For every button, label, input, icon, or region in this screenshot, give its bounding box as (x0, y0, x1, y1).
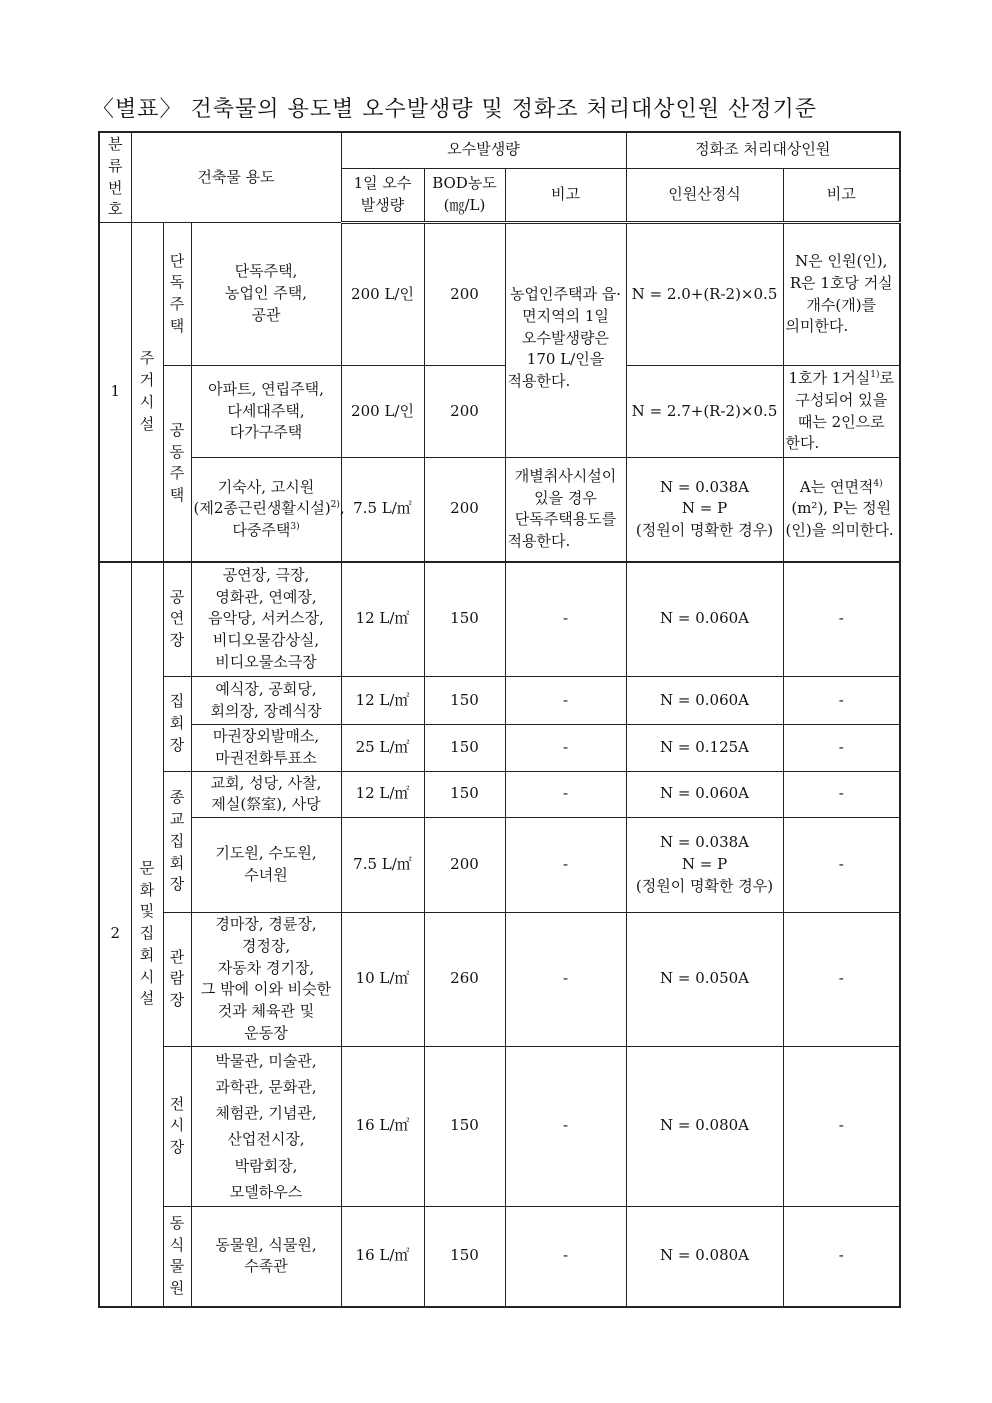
cat1-row1-daily: 200 L/인 (341, 223, 424, 366)
cat2-g6-r1-formula: N = 0.080A (626, 1207, 783, 1307)
cat1-row1-use: 단독주택, 농업인 주택, 공관 (191, 223, 341, 366)
cat1-name: 주거시설 (131, 223, 163, 562)
cat2-g3-r1-note2: - (783, 771, 900, 818)
cat2-g4-r1-daily: 10 L/㎡ (341, 913, 424, 1047)
header-building-use: 건축물 용도 (131, 132, 341, 223)
cat2-g4-r1-bod: 260 (424, 913, 505, 1047)
header-sewage-generation: 오수발생량 (341, 132, 626, 168)
cat1-row3-note2: A는 연면적$^{4)}$(m²), P는 정원(인)을 의미한다. (783, 458, 900, 562)
cat2-g2-r1-daily: 12 L/㎡ (341, 677, 424, 725)
standards-table (98, 131, 901, 1308)
cat2-g5-r1-note2: - (783, 1046, 900, 1207)
header-daily-sewage: 1일 오수 발생량 (341, 168, 424, 222)
cat2-g2-r1-note: - (505, 677, 626, 725)
cat2-g5-r1-daily: 16 L/㎡ (341, 1046, 424, 1207)
cat2-name: 문화및집회시설 (131, 562, 163, 1307)
cat1-row1-bod: 200 (424, 223, 505, 366)
cat2-g1-r1-bod: 150 (424, 562, 505, 677)
cat2-sub-exhibition: 전시장 (163, 1046, 191, 1207)
header-bod: BOD농도 (㎎/L) (424, 168, 505, 222)
cat2-g2-r2-note: - (505, 725, 626, 772)
cat2-g2-r1-note2: - (783, 677, 900, 725)
cat2-g4-r1-formula: N = 0.050A (626, 913, 783, 1047)
cat2-sub-spectator: 관람장 (163, 913, 191, 1047)
cat2-g1-r1-formula: N = 0.060A (626, 562, 783, 677)
cat2-g6-r1-note2: - (783, 1207, 900, 1307)
cat2-g2-r1-formula: N = 0.060A (626, 677, 783, 725)
cat1-row2-note2: 1호가 1거실$^{1)}$로 구성되어 있을 때는 2인으로 한다. (783, 366, 900, 458)
cat2-g3-r2-formula: N = 0.038A N = P (정원이 명확한 경우) (626, 818, 783, 913)
cat1-row2-daily: 200 L/인 (341, 366, 424, 458)
page-title: 〈별표〉 건축물의 용도별 오수발생량 및 정화조 처리대상인원 산정기준 (92, 97, 818, 122)
cat2-g6-r1-bod: 150 (424, 1207, 505, 1307)
cat1-row1-note: 농업인주택과 읍·면지역의 1일 오수발생량은 170 L/인을 적용한다. (505, 223, 626, 458)
cat1-row2-bod: 200 (424, 366, 505, 458)
cat2-g3-r2-use: 기도원, 수도원, 수녀원 (191, 818, 341, 913)
cat2-g1-r1-note2: - (783, 562, 900, 677)
header-category-no: 분류번호 (99, 132, 131, 223)
cat1-row1-note2: N은 인원(인), R은 1호당 거실 개수(개)를 의미한다. (783, 223, 900, 366)
cat2-g2-r2-daily: 25 L/㎡ (341, 725, 424, 772)
cat1-sub-multi: 공동주택 (163, 366, 191, 562)
cat2-g2-r1-use: 예식장, 공회당, 회의장, 장례식장 (191, 677, 341, 725)
cat2-g6-r1-daily: 16 L/㎡ (341, 1207, 424, 1307)
cat1-row3-bod: 200 (424, 458, 505, 562)
cat1-row3-use: 기숙사, 고시원(제2종근린생활시설)$^{2)}$, 다중주택$^{3)}$ (191, 458, 341, 562)
cat2-g3-r2-daily: 7.5 L/㎡ (341, 818, 424, 913)
cat1-row2-use: 아파트, 연립주택, 다세대주택, 다가구주택 (191, 366, 341, 458)
cat2-g2-r2-use: 마권장외발매소, 마권전화투표소 (191, 725, 341, 772)
cat2-sub-zoo-botanical: 동식물원 (163, 1207, 191, 1307)
cat2-g3-r2-bod: 200 (424, 818, 505, 913)
cat1-row3-note: 개별취사시설이 있을 경우 단독주택용도를 적용한다. (505, 458, 626, 562)
cat2-g1-r1-use: 공연장, 극장, 영화관, 연예장, 음악당, 서커스장, 비디오물감상실, 비디오물소극장 (191, 562, 341, 677)
cat2-g2-r2-formula: N = 0.125A (626, 725, 783, 772)
cat2-g3-r1-use: 교회, 성당, 사찰, 제실(祭室), 사당 (191, 771, 341, 818)
cat2-sub-religious: 종교집회장 (163, 771, 191, 913)
cat2-g6-r1-note: - (505, 1207, 626, 1307)
cat2-g3-r1-formula: N = 0.060A (626, 771, 783, 818)
cat2-g2-r1-bod: 150 (424, 677, 505, 725)
header-note2: 비고 (783, 168, 900, 222)
cat2-g3-r2-note: - (505, 818, 626, 913)
cat2-g3-r2-note2: - (783, 818, 900, 913)
cat2-g3-r1-note: - (505, 771, 626, 818)
cat2-g5-r1-formula: N = 0.080A (626, 1046, 783, 1207)
cat2-g6-r1-use: 동물원, 식물원, 수족관 (191, 1207, 341, 1307)
cat1-sub-detached: 단독주택 (163, 223, 191, 366)
cat2-g1-r1-note: - (505, 562, 626, 677)
cat2-sub-assembly: 집회장 (163, 677, 191, 772)
cat1-row3-daily: 7.5 L/㎡ (341, 458, 424, 562)
cat2-g2-r2-bod: 150 (424, 725, 505, 772)
cat2-g3-r1-bod: 150 (424, 771, 505, 818)
cat2-g5-r1-bod: 150 (424, 1046, 505, 1207)
cat2-g2-r2-note2: - (783, 725, 900, 772)
cat2-g4-r1-note: - (505, 913, 626, 1047)
header-septic-persons: 정화조 처리대상인원 (626, 132, 900, 168)
cat2-g5-r1-note: - (505, 1046, 626, 1207)
header-note: 비고 (505, 168, 626, 222)
cat2-g4-r1-use: 경마장, 경륜장, 경정장, 자동차 경기장, 그 밖에 이와 비슷한 것과 체육관 및 운동장 (191, 913, 341, 1047)
cat2-g4-r1-note2: - (783, 913, 900, 1047)
cat2-number: 2 (99, 562, 131, 1307)
cat2-g3-r1-daily: 12 L/㎡ (341, 771, 424, 818)
cat2-sub-performance: 공연장 (163, 562, 191, 677)
header-formula: 인원산정식 (626, 168, 783, 222)
cat1-row1-formula: N = 2.0+(R-2)×0.5 (626, 223, 783, 366)
cat1-number: 1 (99, 223, 131, 562)
cat2-g1-r1-daily: 12 L/㎡ (341, 562, 424, 677)
cat1-row2-formula: N = 2.7+(R-2)×0.5 (626, 366, 783, 458)
cat1-row3-formula: N = 0.038A N = P (정원이 명확한 경우) (626, 458, 783, 562)
cat2-g5-r1-use: 박물관, 미술관, 과학관, 문화관, 체험관, 기념관, 산업전시장, 박람회장, 모델하우스 (191, 1046, 341, 1207)
